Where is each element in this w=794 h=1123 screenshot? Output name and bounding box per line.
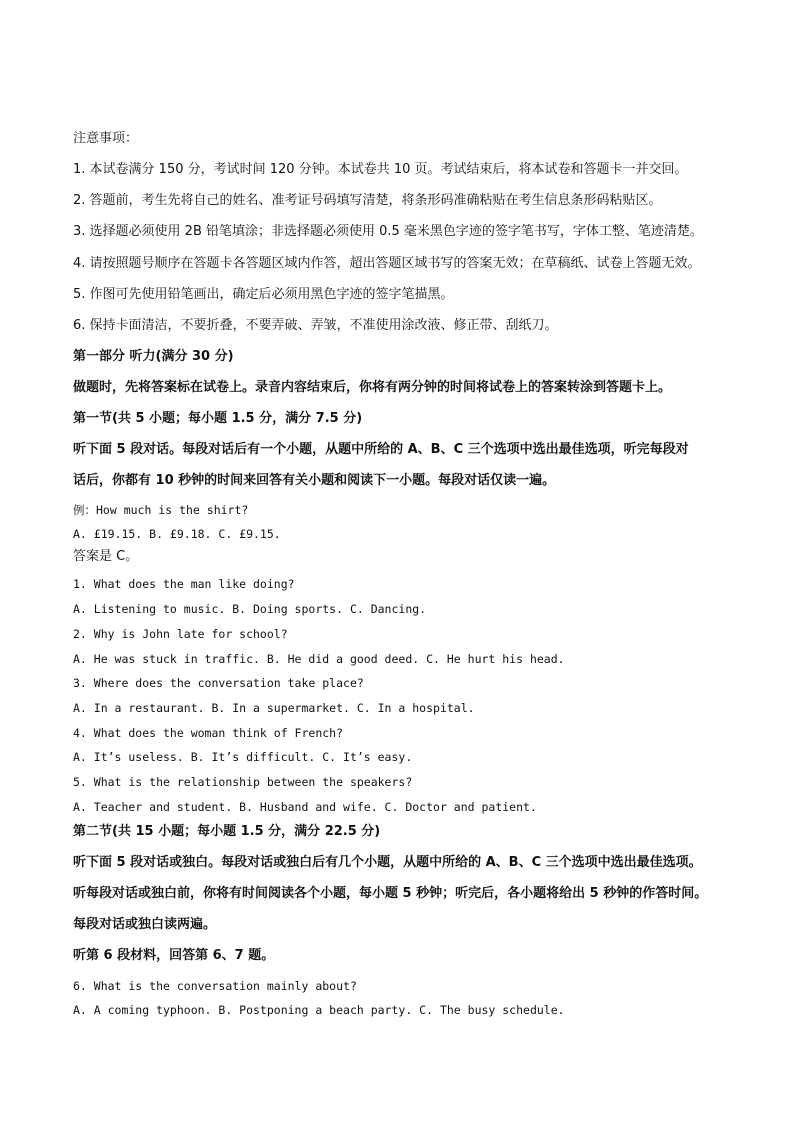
question-5-options: A. Teacher and student. B. Husband and wife. C. Doctor and patient. (73, 800, 537, 814)
part1-title: 第一部分 听力(满分 30 分) (73, 349, 234, 364)
notice-item-2: 2. 答题前，考生先将自己的姓名、准考证号码填写清楚，将条形码准确粘贴在考生信息条形码粘贴区。 (73, 193, 662, 208)
question-4: 4. What does the woman think of French? (73, 726, 344, 740)
example-question: 例：How much is the shirt? (73, 503, 249, 517)
question-2-options: A. He was stuck in traffic. B. He did a good deed. C. He hurt his head. (73, 652, 565, 666)
notice-title: 注意事项： (73, 131, 139, 146)
question-2: 2. Why is John late for school? (73, 627, 288, 641)
question-1-options: A. Listening to music. B. Doing sports. C. Dancing. (73, 602, 427, 616)
notice-item-5: 5. 作图可先使用铅笔画出，确定后必须用黑色字迹的签字笔描黑。 (73, 287, 454, 302)
notice-item-1: 1. 本试卷满分 150 分，考试时间 120 分钟。本试卷共 10 页。考试结束后，将本试卷和答题卡一并交回。 (73, 162, 688, 177)
section1-instruction-line2: 话后，你都有 10 秒钟的时间来回答有关小题和阅读下一小题。每段对话仅读一遍。 (73, 473, 556, 488)
notice-item-4: 4. 请按照题号顺序在答题卡各答题区域内作答，超出答题区域书写的答案无效；在草稿纸、试卷上答题无效。 (73, 256, 701, 271)
question-6-options: A. A coming typhoon. B. Postponing a beach party. C. The busy schedule. (73, 1003, 565, 1017)
question-3: 3. Where does the conversation take place? (73, 676, 364, 690)
question-4-options: A. It’s useless. B. It’s difficult. C. It’s easy. (73, 750, 413, 764)
section2-instruction-line3: 每段对话或独白读两遍。 (73, 917, 217, 932)
section2-instruction-line2: 听每段对话或独白前，你将有时间阅读各个小题，每小题 5 秒钟；听完后，各小题将给出 5 秒钟的作答时间。 (73, 886, 708, 901)
question-3-options: A. In a restaurant. B. In a supermarket. C. In a hospital. (73, 701, 475, 715)
notice-item-6: 6. 保持卡面清洁，不要折叠，不要弄破、弄皱，不准使用涂改液、修正带、刮纸刀。 (73, 318, 558, 333)
question-1: 1. What does the man like doing? (73, 577, 295, 591)
question-5: 5. What is the relationship between the speakers? (73, 775, 413, 789)
notice-item-3: 3. 选择题必须使用 2B 铅笔填涂；非选择题必须使用 0.5 毫米黑色字迹的签字笔书写，字体工整、笔迹清楚。 (73, 224, 703, 239)
example-answer: 答案是 C。 (73, 549, 139, 564)
section1-title: 第一节(共 5 小题；每小题 1.5 分，满分 7.5 分) (73, 411, 363, 426)
example-options: A. £19.15. B. £9.18. C. £9.15. (73, 527, 281, 541)
section2-title: 第二节(共 15 小题；每小题 1.5 分，满分 22.5 分) (73, 824, 381, 839)
question-6: 6. What is the conversation mainly about? (73, 979, 357, 993)
section1-instruction-line1: 听下面 5 段对话。每段对话后有一个小题，从题中所给的 A、B、C 三个选项中选出最佳选项，听完每段对 (73, 442, 689, 457)
part1-instruction: 做题时，先将答案标在试卷上。录音内容结束后，你将有两分钟的时间将试卷上的答案转涂到答题卡上。 (73, 380, 672, 395)
material-6-title: 听第 6 段材料，回答第 6、7 题。 (73, 948, 275, 963)
section2-instruction-line1: 听下面 5 段对话或独白。每段对话或独白后有几个小题，从题中所给的 A、B、C 三个选项中选出最佳选项。 (73, 855, 702, 870)
